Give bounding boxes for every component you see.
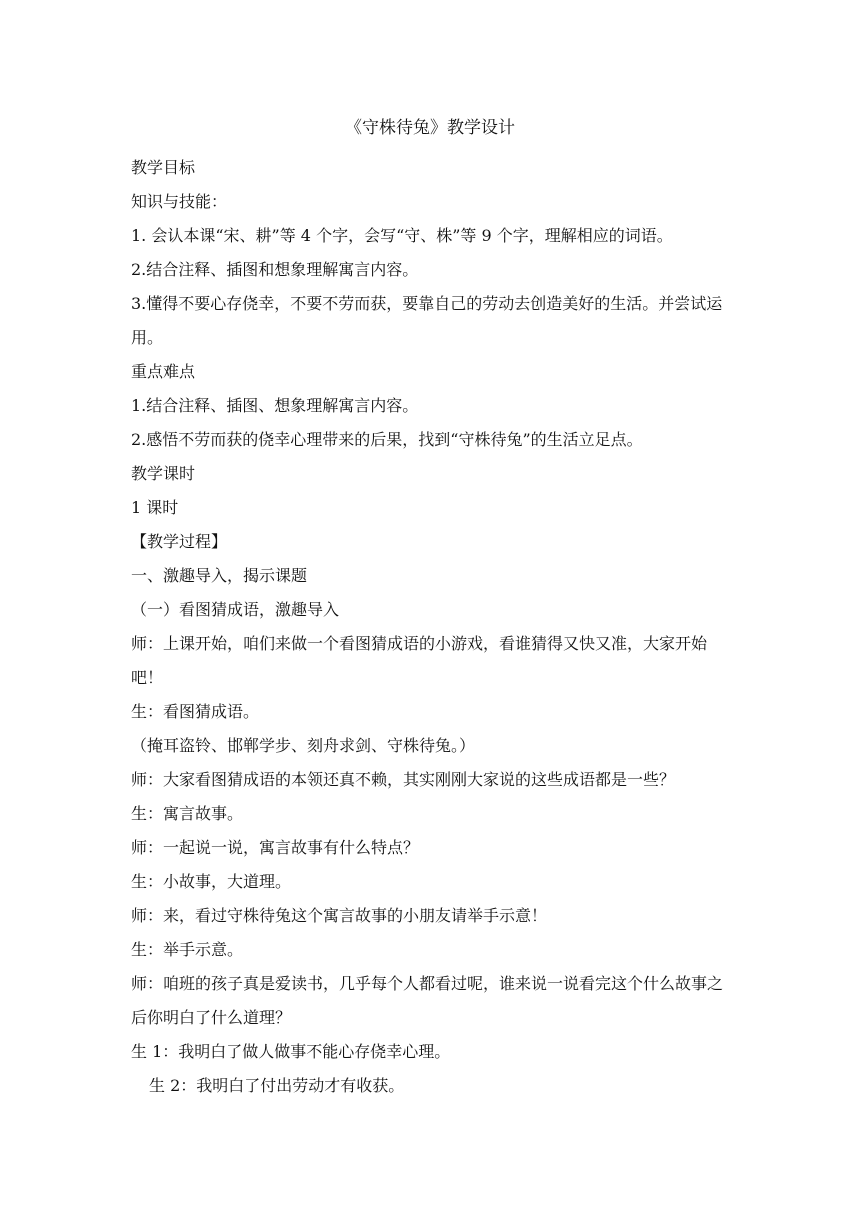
dialogue-line: 生 1：我明白了做人做事不能心存侥幸心理。	[131, 1042, 451, 1061]
dialogue-line: 生：寓言故事。	[131, 804, 244, 823]
idiom-list-note: （掩耳盗铃、邯郸学步、刻舟求剑、守株待兔。）	[131, 736, 476, 755]
dialogue-line: 师：来，看过守株待兔这个寓言故事的小朋友请举手示意！	[131, 906, 548, 925]
goal-item-2: 2.结合注释、插图和想象理解寓言内容。	[131, 260, 419, 279]
goal-item-1: 1. 会认本课“宋、耕”等 4 个字，会写“守、株”等 9 个字，理解相应的词语。	[131, 226, 673, 245]
dialogue-line: 师：上课开始，咱们来做一个看图猜成语的小游戏，看谁猜得又快又准，大家开始吧！	[131, 634, 708, 687]
class-hours-value: 1 课时	[131, 498, 179, 517]
dialogue-line: 师：大家看图猜成语的本领还真不赖，其实刚刚大家说的这些成语都是一些？	[131, 770, 676, 789]
difficulty-item-2: 2.感悟不劳而获的侥幸心理带来的后果，找到“守株待兔”的生活立足点。	[131, 430, 643, 449]
heading-knowledge-skills: 知识与技能：	[131, 192, 228, 211]
heading-class-hours: 教学课时	[131, 464, 196, 483]
dialogue-line: 师：咱班的孩子真是爱读书，几乎每个人都看过呢，谁来说一说看完这个什么故事之后你明白了什么道理？	[131, 974, 724, 1027]
section-1-heading: 一、激趣导入，揭示课题	[131, 566, 308, 585]
document-body	[131, 151, 731, 1103]
dialogue-line: 生 2：我明白了付出劳动才有收获。	[149, 1076, 405, 1095]
dialogue-line: 师：一起说一说，寓言故事有什么特点？	[131, 838, 420, 857]
dialogue-line: 生：看图猜成语。	[131, 702, 260, 721]
subsection-1-heading: （一）看图猜成语，激趣导入	[131, 600, 340, 619]
heading-teaching-goals: 教学目标	[131, 158, 196, 177]
heading-teaching-process: 【教学过程】	[131, 532, 228, 551]
heading-key-difficulties: 重点难点	[131, 362, 196, 381]
document-title: 《守株待兔》教学设计	[345, 118, 515, 138]
dialogue-line: 生：小故事，大道理。	[131, 872, 292, 891]
difficulty-item-1: 1.结合注释、插图、想象理解寓言内容。	[131, 396, 419, 415]
goal-item-3: 3.懂得不要心存侥幸，不要不劳而获，要靠自己的劳动去创造美好的生活。并尝试运用。	[131, 294, 723, 347]
dialogue-line: 生：举手示意。	[131, 940, 244, 959]
